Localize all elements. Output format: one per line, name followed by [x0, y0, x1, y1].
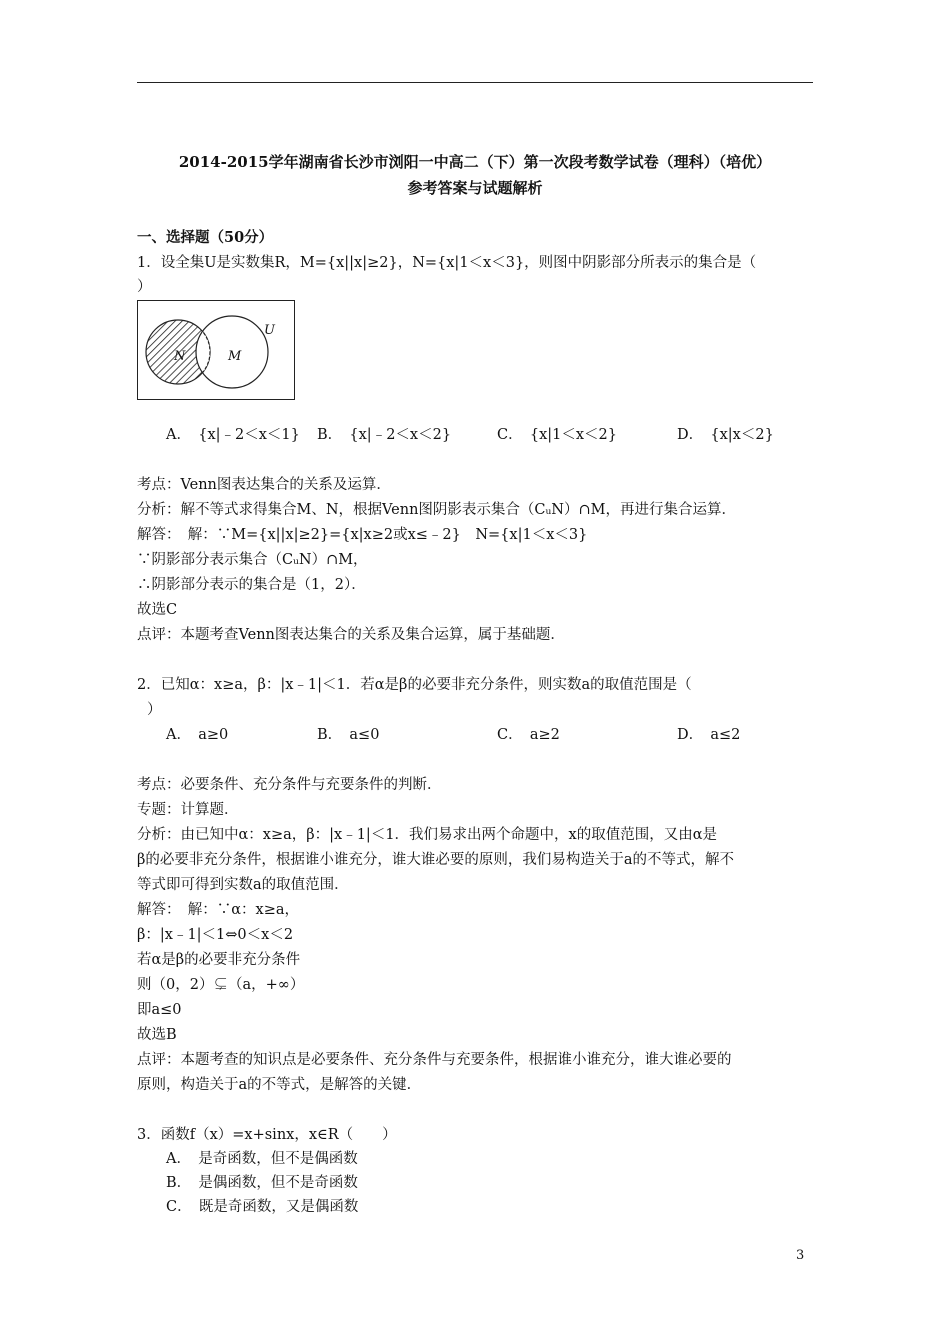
q2-dianping-line1: 点评：本题考查的知识点是必要条件、充分条件与充要条件，根据谁小谁充分，谁大谁必要的 — [137, 1052, 732, 1068]
q2-fenxi-line2: β的必要非充分条件，根据谁小谁充分，谁大谁必要的原则，我们易构造关于a的不等式，解不 — [137, 852, 735, 868]
q1-option-d: D． {x|x＜2} — [677, 427, 774, 443]
q2-kaodian: 考点：必要条件、充分条件与充要条件的判断． — [137, 777, 442, 793]
q3-option-b: B． 是偶函数，但不是奇函数 — [166, 1175, 358, 1191]
header-rule — [137, 82, 813, 83]
q2-stem-line2: ） — [147, 702, 162, 718]
q1-jieda-line2: ∵阴影部分表示集合（CᵤN）∩M， — [137, 552, 368, 568]
q2-option-a: A． a≥0 — [166, 727, 229, 743]
q1-dianping: 点评：本题考查Venn图表达集合的关系及集合运算，属于基础题． — [137, 627, 565, 643]
q2-option-b: B． a≤0 — [317, 727, 380, 743]
q2-jieda-line5: 即a≤0 — [137, 1002, 182, 1018]
q2-fenxi-line3: 等式即可得到实数a的取值范围． — [137, 877, 349, 893]
q1-jieda-line3: ∴阴影部分表示的集合是（1，2）． — [137, 577, 366, 593]
q2-jieda-line1: 解答： 解：∵α：x≥a， — [137, 902, 300, 918]
q1-option-a: A． {x|﹣2＜x＜1} — [166, 427, 300, 443]
q1-jieda-line4: 故选C — [137, 602, 178, 618]
q3-option-a: A． 是奇函数，但不是偶函数 — [166, 1151, 358, 1167]
page-number: 3 — [796, 1248, 805, 1263]
q1-option-b: B． {x|﹣2＜x＜2} — [317, 427, 452, 443]
q1-option-c: C． {x|1＜x＜2} — [497, 427, 617, 443]
q2-jieda-line3: 若α是β的必要非充分条件 — [137, 952, 301, 968]
q1-stem-line1: 1．设全集U是实数集R，M={x||x|≥2}，N={x|1＜x＜3}，则图中阴影部分所表示的集合是（ — [137, 255, 757, 271]
q3-stem: 3．函数f（x）=x+sinx，x∈R（ ） — [137, 1127, 397, 1143]
q2-zhuanti: 专题：计算题． — [137, 802, 239, 818]
label-u: U — [264, 323, 275, 338]
q1-stem-line2: ） — [137, 279, 152, 295]
q2-jieda-line2: β：|x﹣1|＜1⇔0＜x＜2 — [137, 927, 294, 943]
q2-jieda-line4: 则（0，2）⊊（a，+∞） — [137, 977, 305, 993]
venn-diagram — [137, 300, 295, 400]
q2-fenxi-line1: 分析：由已知中α：x≥a，β：|x﹣1|＜1．我们易求出两个命题中，x的取值范围，又由α是 — [137, 827, 718, 843]
q1-jieda-line1: 解答： 解：∵M={x||x|≥2}={x|x≥2或x≤﹣2} N={x|1＜x＜3} — [137, 527, 588, 543]
q1-kaodian: 考点：Venn图表达集合的关系及运算． — [137, 477, 391, 493]
q1-fenxi: 分析：解不等式求得集合M、N，根据Venn图阴影表示集合（CᵤN）∩M，再进行集合运算． — [137, 502, 736, 518]
q2-option-d: D． a≤2 — [677, 727, 741, 743]
doc-subtitle: 参考答案与试题解析 — [407, 179, 543, 197]
venn-svg — [138, 301, 294, 399]
q3-option-c: C． 既是奇函数，又是偶函数 — [166, 1199, 359, 1215]
q2-dianping-line2: 原则，构造关于a的不等式，是解答的关键． — [137, 1077, 422, 1093]
q2-option-c: C． a≥2 — [497, 727, 560, 743]
q2-jieda-line6: 故选B — [137, 1027, 177, 1043]
doc-title: 2014-2015学年湖南省长沙市浏阳一中高二（下）第一次段考数学试卷（理科）（培优） — [178, 153, 772, 171]
label-m: M — [228, 349, 242, 364]
label-n: N — [174, 349, 186, 364]
section-heading: 一、选择题（50分） — [137, 229, 274, 246]
q2-stem-line1: 2．已知α：x≥a，β：|x﹣1|＜1．若α是β的必要非充分条件，则实数a的取值范围是（ — [137, 677, 692, 693]
